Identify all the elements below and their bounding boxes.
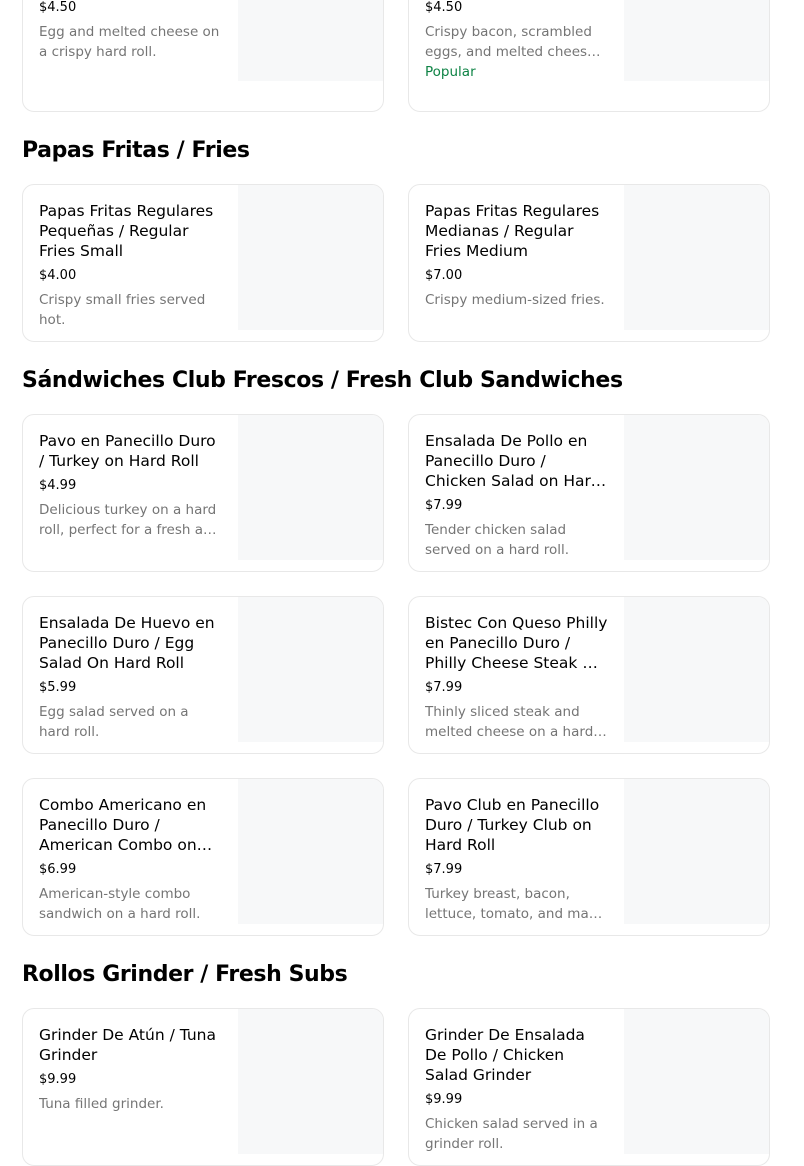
menu-item-name: Papas Fritas Regulares Pequeñas / Regular Fries Small xyxy=(39,202,214,260)
menu-item-price: $4.50 xyxy=(425,0,463,15)
menu-item-image xyxy=(238,185,384,330)
menu-item-description: Crispy medium-sized fries. xyxy=(425,292,605,308)
section-title-club-sandwiches: Sándwiches Club Frescos / Fresh Club Sandwiches xyxy=(22,368,623,393)
menu-item-price: $7.99 xyxy=(425,680,463,695)
menu-item-name: Papas Fritas Regulares Medianas / Regular Fries Medium xyxy=(425,202,600,260)
menu-item-image xyxy=(238,0,384,81)
menu-item-name: Combo Americano en Panecillo Duro / American Combo on xyxy=(39,796,207,854)
menu-item-info xyxy=(39,795,222,924)
menu-item-description: Tender chicken salad served on a hard roll. xyxy=(425,522,570,558)
menu-item-description: Crispy bacon, scrambled eggs, and melted cheese xyxy=(425,24,596,60)
menu-item-image xyxy=(238,779,384,924)
menu-item-info xyxy=(425,795,608,924)
menu-item-card[interactable] xyxy=(408,414,770,572)
menu-item-name: Bistec Con Queso Philly en Panecillo Duro / Philly Cheese Steak On xyxy=(425,614,608,672)
menu-item-info xyxy=(39,613,222,742)
menu-item-info xyxy=(425,0,608,82)
menu-item-description: Egg and melted cheese on a crispy hard roll. xyxy=(39,24,220,60)
popular-badge: Popular xyxy=(425,64,476,80)
menu-item-card[interactable] xyxy=(22,0,384,112)
menu-item-name: Ensalada De Pollo en Panecillo Duro / Chicken Salad on Hard xyxy=(425,432,601,490)
menu-item-info xyxy=(39,1025,222,1114)
menu-item-image xyxy=(624,0,770,81)
menu-item-name: Grinder De Atún / Tuna Grinder xyxy=(39,1026,216,1064)
menu-item-image xyxy=(624,1009,770,1154)
menu-item-price: $9.99 xyxy=(39,1072,77,1087)
menu-item-price: $9.99 xyxy=(425,1092,463,1107)
menu-item-card[interactable] xyxy=(408,596,770,754)
menu-item-description: Chicken salad served in a grinder roll. xyxy=(425,1116,598,1152)
menu-item-image xyxy=(238,1009,384,1154)
menu-item-image xyxy=(624,415,770,560)
menu-item-description: Tuna filled grinder. xyxy=(39,1096,164,1112)
menu-item-image xyxy=(624,779,770,924)
section-title-fries: Papas Fritas / Fries xyxy=(22,138,250,163)
menu-item-description: Turkey breast, bacon, lettuce, tomato, and mayo xyxy=(425,886,605,922)
section-title-fresh-subs: Rollos Grinder / Fresh Subs xyxy=(22,962,348,987)
menu-item-card[interactable] xyxy=(22,778,384,936)
menu-item-card[interactable] xyxy=(408,778,770,936)
menu-item-card[interactable] xyxy=(408,0,770,112)
menu-item-price: $7.99 xyxy=(425,498,463,513)
menu-item-price: $4.50 xyxy=(39,0,77,15)
menu-item-card[interactable] xyxy=(408,184,770,342)
menu-item-description: American-style combo sandwich on a hard roll. xyxy=(39,886,201,922)
menu-item-image xyxy=(624,185,770,330)
menu-item-name: Pavo en Panecillo Duro / Turkey on Hard Roll xyxy=(39,432,216,470)
menu-item-card[interactable] xyxy=(22,414,384,572)
menu-item-info xyxy=(39,201,222,330)
menu-item-card[interactable] xyxy=(22,1008,384,1166)
menu-item-name: Ensalada De Huevo en Panecillo Duro / Egg Salad On Hard Roll xyxy=(39,614,215,672)
menu-item-description: Crispy small fries served hot. xyxy=(39,292,206,328)
menu-item-image xyxy=(238,597,384,742)
menu-item-card[interactable] xyxy=(22,596,384,754)
menu-item-name: Grinder De Ensalada De Pollo / Chicken Salad Grinder xyxy=(425,1026,585,1084)
menu-item-image xyxy=(238,415,384,560)
menu-item-description: Delicious turkey on a hard roll, perfect for a fresh and xyxy=(39,502,221,538)
menu-item-price: $4.00 xyxy=(39,268,77,283)
menu-item-name: Pavo Club en Panecillo Duro / Turkey Club on Hard Roll xyxy=(425,796,600,854)
menu-item-description: Thinly sliced steak and melted cheese on a hard xyxy=(425,704,594,740)
menu-item-info xyxy=(425,613,608,742)
menu-item-description: Egg salad served on a hard roll. xyxy=(39,704,189,740)
menu-item-info xyxy=(425,201,608,310)
menu-item-info xyxy=(425,1025,608,1154)
menu-item-image xyxy=(624,597,770,742)
menu-item-info xyxy=(39,0,222,62)
menu-item-card[interactable] xyxy=(408,1008,770,1166)
menu-item-price: $7.00 xyxy=(425,268,463,283)
menu-item-price: $5.99 xyxy=(39,680,77,695)
menu-item-price: $7.99 xyxy=(425,862,463,877)
menu-item-info xyxy=(39,431,222,540)
menu-item-info xyxy=(425,431,608,560)
menu-item-price: $4.99 xyxy=(39,478,77,493)
menu-item-card[interactable] xyxy=(22,184,384,342)
menu-item-price: $6.99 xyxy=(39,862,77,877)
